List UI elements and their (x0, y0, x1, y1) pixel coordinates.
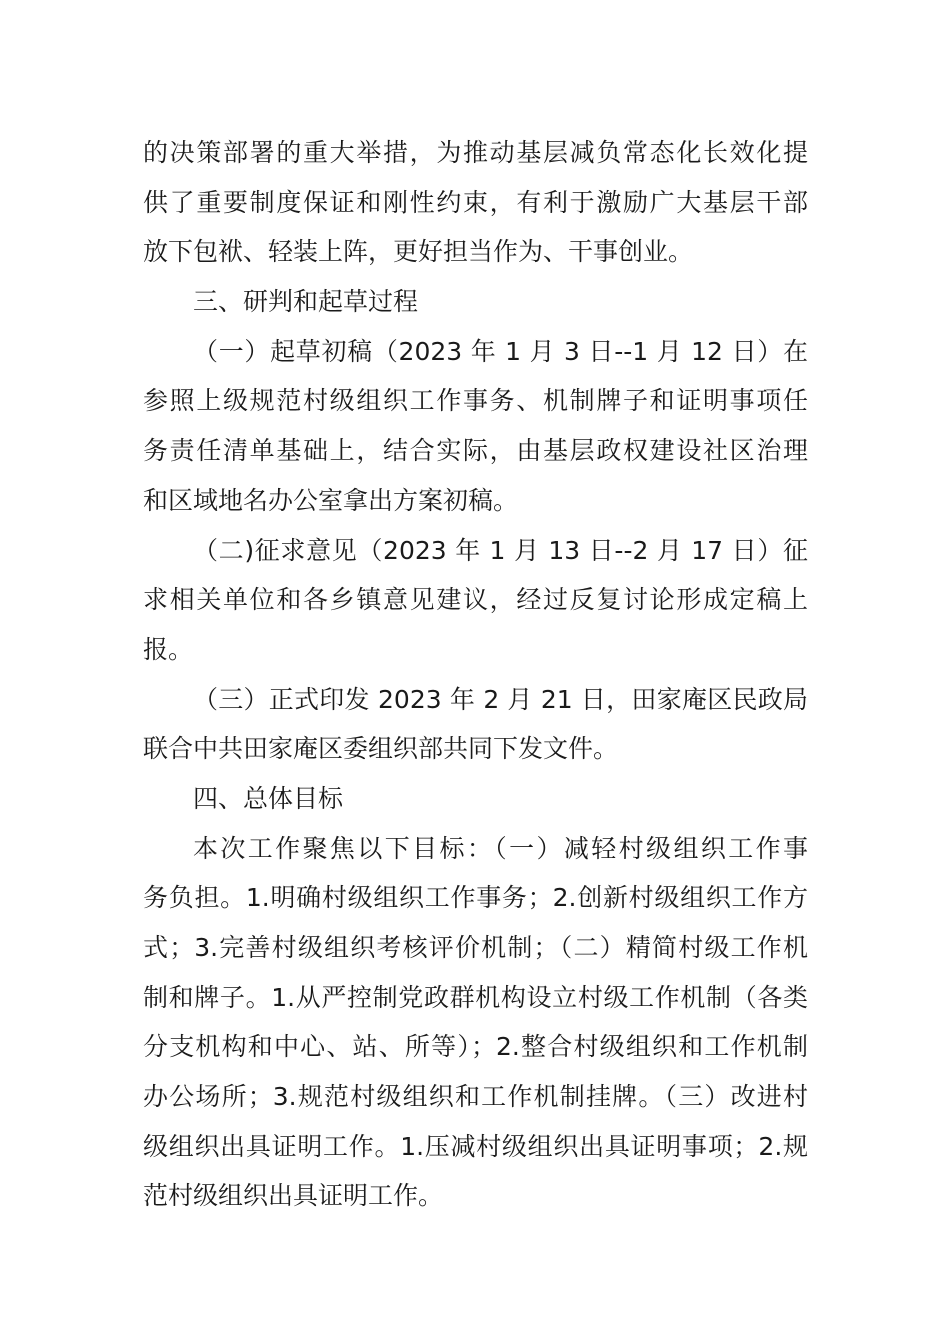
text-line: 报。 (143, 634, 194, 664)
text-line: 供了重要制度保证和刚性约束，有利于激励广大基层干部 (143, 187, 808, 217)
text-line: 联合中共田家庵区委组织部共同下发文件。 (143, 734, 619, 764)
text-line: （二)征求意见（2023 年 1 月 13 日--2 月 17 日）征 (193, 535, 808, 565)
text-line: （三）正式印发 2023 年 2 月 21 日，田家庵区民政局 (193, 684, 808, 714)
text-line: 办公场所；3.规范村级组织和工作机制挂牌。（三）改进村 (143, 1082, 808, 1112)
text-line: （一）起草初稿（2023 年 1 月 3 日--1 月 12 日）在 (193, 336, 808, 366)
text-line: 范村级组织出具证明工作。 (143, 1181, 444, 1211)
text-line: 式；3.完善村级组织考核评价机制；（二）精简村级工作机 (143, 933, 808, 962)
text-line: 本次工作聚焦以下目标：（一）减轻村级组织工作事 (193, 833, 808, 863)
text-line: 务责任清单基础上，结合实际，由基层政权建设社区治理 (143, 436, 808, 466)
text-line: 和区域地名办公室拿出方案初稿。 (143, 485, 519, 515)
document-body (143, 128, 808, 1221)
text-line: 三、研判和起草过程 (193, 287, 419, 317)
text-line: 务负担。1.明确村级组织工作事务；2.创新村级组织工作方 (143, 883, 808, 913)
text-line: 四、总体目标 (193, 783, 344, 813)
text-line: 的决策部署的重大举措，为推动基层减负常态化长效化提 (143, 138, 808, 167)
text-line: 级组织出具证明工作。1.压减村级组织出具证明事项；2.规 (143, 1131, 808, 1161)
text-line: 参照上级规范村级组织工作事务、机制牌子和证明事项任 (143, 386, 808, 416)
text-line: 制和牌子。1.从严控制党政群机构设立村级工作机制（各类 (143, 982, 808, 1012)
text-line: 分支机构和中心、站、所等）；2.整合村级组织和工作机制 (143, 1032, 808, 1062)
text-line: 求相关单位和各乡镇意见建议，经过反复讨论形成定稿上 (143, 585, 808, 615)
text-line: 放下包袱、轻装上阵，更好担当作为、干事创业。 (143, 237, 694, 267)
